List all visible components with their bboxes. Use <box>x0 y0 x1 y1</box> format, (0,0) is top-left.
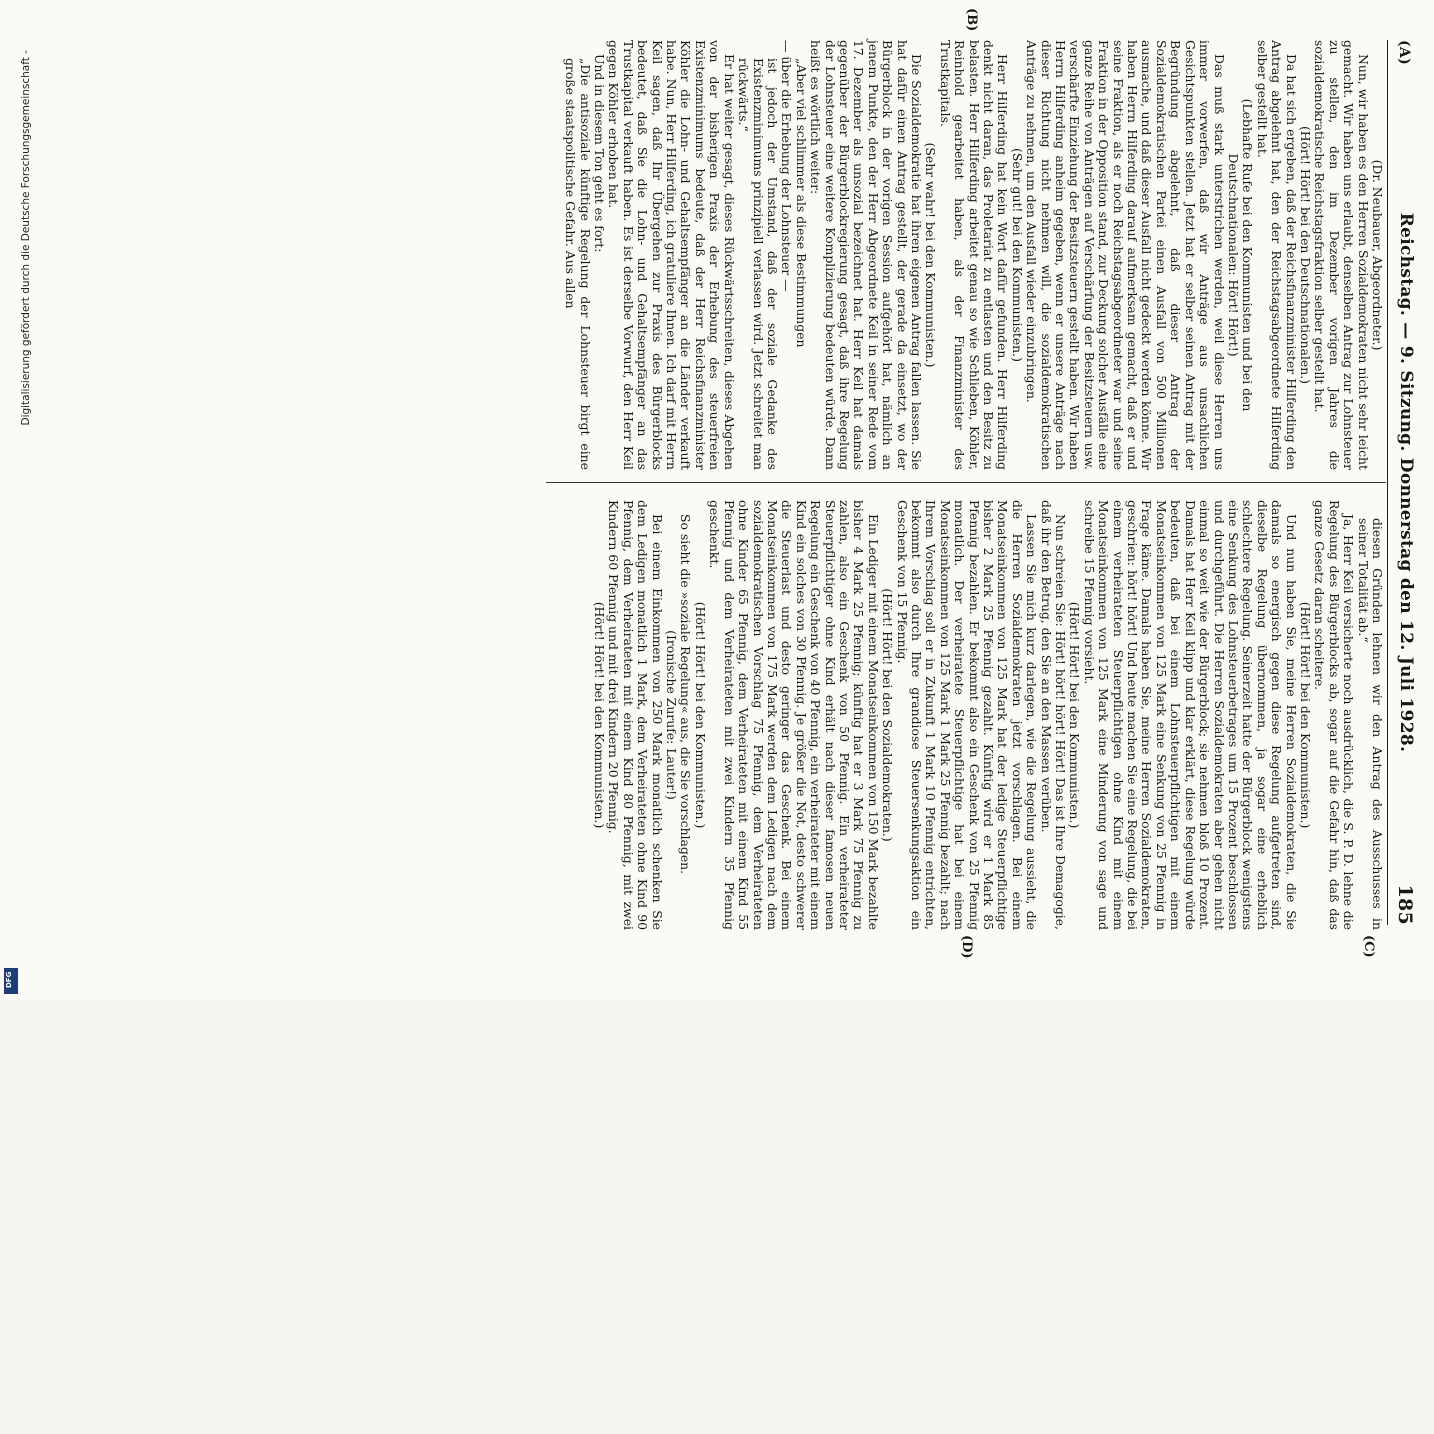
paragraph: — über die Erhebung der Lohnsteuer — <box>779 40 795 292</box>
paragraph: Nun schreien Sie: Hört! hört! hört! Hört! Das ist Ihre Demagogie, daß ihr den Betrug, den Sie an den Massen verüben. <box>1038 500 1069 930</box>
interjection: (Hört! Hört! bei den Kommunisten.) <box>692 601 708 829</box>
quote: ist jedoch der Umstand, daß der soziale Gedanke des Existenzminimums prinzipiell verlassen wird. Jetzt schreitet man rückwärts.“ <box>736 58 780 470</box>
paragraph: Er hat weiter gesagt, dieses Rückwärtsschreiten, dieses Abgehen von der bisherigen Praxis der Erhebung des steuerfreien Existenzminimums bedeute, daß der Herr Reichsfinanzminister Köhler die Lohn- und Gehaltsempfänger an die Länder verkauft habe. Nun, Herr Hilferding, ich gratuliere Ihnen. Ich darf mit Herrn Keil sagen, daß Ihr Übergehen zur Praxis des Bürgerblocks bedeutet, daß Sie die Lohn- und Gehaltsempfänger an das Trustkapital verkauft haben. Es ist derselbe Vorwurf, den Herr Keil gegen Köhler erhoben hat. <box>606 40 737 470</box>
dfg-logo-text: DFG <box>5 971 13 988</box>
header-marker-left: (A) <box>1396 40 1412 66</box>
paragraph: Nun, wir haben es den Herren Sozialdemokraten nicht sehr leicht gemacht. Wir haben uns erlaubt, denselben Antrag zur Lohnsteuer zu stellen, den im Dezember vorigen Jahres die sozialdemokratische Reichstagsfraktion selber gestellt hat. <box>1312 40 1371 470</box>
left-column <box>563 40 1384 470</box>
paragraph: Da hat sich ergeben, daß der Reichsfinanzminister Hilferding den Antrag abgelehnt hat, den der Reichstagsabgeordnete Hilferding selber gestellt hat. <box>1254 40 1299 470</box>
right-column <box>592 500 1384 930</box>
paragraph: Ein Lediger mit einem Monatseinkommen von 150 Mark bezahlte bisher 4 Mark 25 Pfennig; künftig hat er 3 Mark 75 Pfennig zu zahlen, also ein Geschenk von 50 Pfennig. Ein verheirateter Steuerpflichtiger ohne Kind erhält nach dieser famosen neuen Regelung ein Geschenk von 40 Pfennig, ein verheirateter mit einem Kind ein solches von 30 Pfennig. Je größer die Not, desto schwerer die Steuerlast und desto geringer das Geschenk. Bei einem Monatseinkommen von 175 Mark werden dem Ledigen nach dem sozialdemokratischen Vorschlag 75 Pfennig, dem Verheirateten ohne Kinder 65 Pfennig, dem Verheirateten mit einem Kind 55 Pfennig und dem Verheirateten mit zwei Kindern 35 Pfennig geschenkt. <box>707 500 881 930</box>
interjection: (Hört! Hört! bei den Kommunisten.) <box>1067 601 1083 829</box>
paragraph: Lassen Sie mich kurz darlegen, wie die Regelung aussieht, die die Herren Sozialdemokraten jetzt vorschlagen. Bei einem Monatseinkommen von 125 Mark hat der ledige Steuerpflichtige bisher 2 Mark 25 Pfennig gezahlt. Künftig wird er 1 Mark 85 Pfennig bezahlen. Er bekommt also ein Geschenk von 25 Pfennig monatlich. Der verheiratete Steuerpflichtige hat bei einem Monatseinkommen von 125 Mark 1 Mark 25 Pfennig bezahlt; nach Ihrem Vorschlag soll er in Zukunft 1 Mark 10 Pfennig entrichten, bekommt also durch Ihre grandiose Steuersenkungsaktion ein Geschenk von 15 Pfennig. <box>894 500 1040 930</box>
paragraph: Ja, Herr Keil versicherte noch ausdrücklich, die S. P. D. lehne die Regelung des Bürgerblocks ab, sogar auf die Gefahr hin, daß das ganze Gesetz daran scheitere. <box>1312 500 1357 930</box>
paragraph: So sieht die »soziale Regelung« aus, die Sie vorschlagen. <box>678 514 694 875</box>
interjection: (Hört! Hört! bei den Deutschnationalen.) <box>1297 125 1313 385</box>
margin-marker-b: (B) <box>964 8 979 32</box>
interjection: (Hört! Hört! bei den Kommunisten.) <box>1297 601 1313 829</box>
quote: diesen Gründen lehnen wir den Antrag des Ausschusses in seiner Totalität ab.“ <box>1355 518 1385 930</box>
paragraph: Und in diesem Ton geht es fort: <box>592 54 608 253</box>
margin-marker-c: (C) <box>1361 935 1376 958</box>
quote: „Aber viel schlimmer als diese Bestimmungen <box>793 58 809 348</box>
paragraph: Bei einem Einkommen von 250 Mark monatlich schenken Sie dem Ledigen monatlich 1 Mark, dem Verheirateten ohne Kind 90 Pfennig, dem Verheirateten mit einem Kind 80 Pfennig, mit zwei Kindern 60 Pfennig und mit drei Kindern 20 Pfennig. <box>606 500 665 930</box>
paragraph: Das muß stark unterstrichen werden, weil diese Herren uns immer vorwerfen, daß wir Anträge aus unsachlichen Gesichtspunkten stellen. Jetzt hat er selber seinen Antrag mit der Begründung abgelehnt, daß dieser Antrag der Sozialdemokratischen Partei einen Ausfall von 500 Millionen ausmache, und daß dieser Ausfall nicht gedeckt werden könne. Wir haben Herrn Hilferding darauf aufmerksam gemacht, daß er und seine Fraktion, als er noch Reichstagsabgeordneter war und seine Fraktion in der Opposition stand, zur Deckung solcher Ausfälle eine ganze Reihe von Anträgen auf Verschärfung der Besitzsteuern usw. verschärfte Einziehung der Besitzsteuern gestellt haben. Wir haben Herrn Hilferding anheim gegeben, wenn er unsere Anträge nach dieser Richtung nicht nehmen will, die sozialdemokratischen Anträge zu nehmen, um den Ausfall wieder einzubringen. <box>1024 40 1227 470</box>
interjection: (Hört! Hört! bei den Sozialdemokraten.) <box>880 588 896 842</box>
interjection: (Ironische Zurufe: Lauter!) <box>664 630 680 800</box>
quote: „Die antisoziale künftige Regelung der Lohnsteuer birgt eine große staatspolitische Gefahr. Aus allen <box>563 58 593 470</box>
paragraph: Die Sozialdemokratie hat ihren eigenen Antrag fallen lassen. Sie hat dafür einen Antrag gestellt, der gerade da einsetzt, wo der Bürgerblock in der vorigen Session aufgehört hat, nämlich an jenem Punkte, den der Herr Abgeordnete Keil in seiner Rede vom 17. Dezember als unsozial bezeichnet hat. Herr Keil hat damals gegenüber der Bürgerblockregierung gesagt, daß ihre Regelung der Lohnsteuer eine weitere Komplizierung bedeuten würde. Dann heißt es wörtlich weiter: <box>808 40 924 470</box>
digitization-credit: Digitalisierung gefördert durch die Deutsche Forschungsgemeinschaft - <box>20 50 32 426</box>
interjection: (Sehr wahr! bei den Kommunisten.) <box>923 142 939 368</box>
page-title: Reichstag. — 9. Sitzung. Donnerstag den 12. Juli 1928. <box>1396 212 1416 753</box>
page-header <box>1392 40 1416 925</box>
interjection: (Lebhafte Rufe bei den Kommunisten und bei den Deutschnationalen: Hört! Hört!) <box>1225 98 1256 412</box>
header-rule <box>1387 40 1388 925</box>
paragraph: Herr Hilferding hat kein Wort dafür gefunden. Herr Hilferding denkt nicht daran, das Proletariat zu entlasten und den Besitz zu belasten. Herr Hilferding arbeitet genau so wie Schlieben, Köhler, Reinhold gearbeitet haben, als der Finanzminister des Trustkapitals. <box>937 40 1011 470</box>
interjection: (Sehr gut! bei den Kommunisten.) <box>1009 148 1025 362</box>
paragraph: Und nun haben Sie, meine Herren Sozialdemokraten, die Sie damals so energisch gegen diese Regelung aufgetreten sind, dieselbe Regelung übernommen, ja sogar eine erheblich schlechtere Regelung. Seinerzeit hatte der Bürgerblock wenigstens eine Senkung des Lohnsteuerbetrages um 15 Prozent beschlossen und durchgeführt. Die Herren Sozialdemokraten aber gehen nicht einmal so weit wie der Bürgerblock; sie nehmen bloß 10 Prozent. Damals hat Herr Keil klipp und klar erklärt, diese Regelung würde bedeuten, daß bei einem Lohnsteuerpflichtigen mit einem Monatseinkommen von 125 Mark eine Senkung von 25 Pfennig in Frage käme. Damals haben Sie, meine Herren Sozialdemokraten, geschrien: hört! hört! Und heute machen Sie eine Regelung, die bei einem verheirateten Steuerpflichtigen ohne Kind mit einem Monatseinkommen von 125 Mark eine Minderung von sage und schreibe 15 Pfennig vorsieht. <box>1081 500 1299 930</box>
margin-marker-d: (D) <box>959 935 974 959</box>
paragraph: (Dr. Neubauer, Abgeordneter.) <box>1370 159 1385 351</box>
page-number: 185 <box>1394 884 1416 925</box>
interjection: (Hört! Hört! bei den Kommunisten.) <box>592 601 608 829</box>
column-divider <box>546 482 1386 483</box>
